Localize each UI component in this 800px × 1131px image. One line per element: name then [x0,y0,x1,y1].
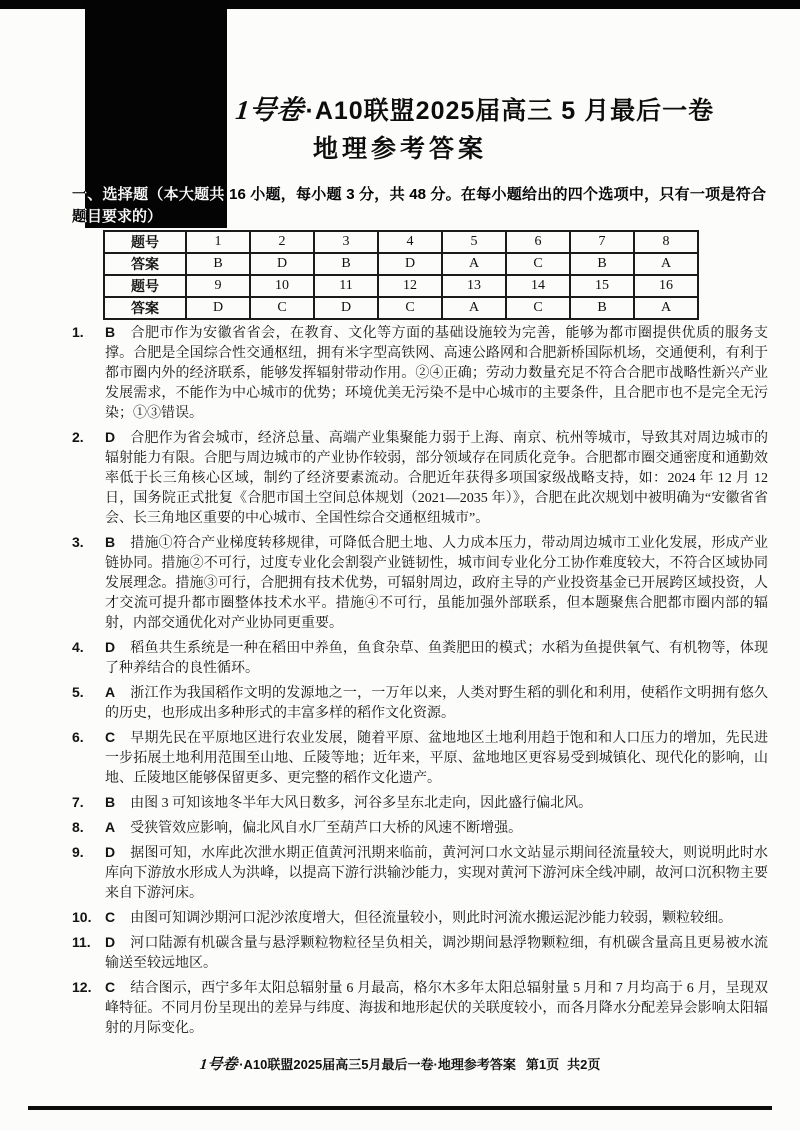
table-cell: C [378,297,442,319]
brand-logo: 1号卷 [234,95,305,125]
explanation-text: 合肥作为省会城市，经济总量、高端产业集聚能力弱于上海、南京、杭州等城市，导致其对周边城市的辐射能力有限。合肥与周边城市的产业协作较弱，部分领域存在同质化竞争。合肥都市圈交通密度和通勤效率低于长三角核心区域，制约了经济要素流动。合肥近年获得多项国家级战略支持，如：2024 年 12 月 12 日，国务院正式批复《合肥市国土空间总体规划（2021—2035 年）》，合肥在此次规划中被明确为“安徽省省会、长三角地区重要的中心城市、全国性综合交通枢纽城市”。 [105,431,768,526]
footer-brand-logo: 1号卷 [198,1057,238,1073]
explanation-answer: D [105,934,116,950]
explanation-text: 浙江作为我国稻作文明的发源地之一，一万年以来，人类对野生稻的驯化和利用，使稻作文明拥有悠久的历史，也形成出多种形式的丰富多样的稻作文化资源。 [105,686,768,721]
table-cell: B [314,253,378,275]
explanation-item [72,682,768,724]
explanation-text: 由图可知调沙期河口泥沙浓度增大，但径流量较小，则此时河流水搬运泥沙能力较弱，颗粒较细。 [130,911,733,926]
table-cell: D [314,297,378,319]
table-cell: A [442,253,506,275]
explanation-number: 7. [72,794,84,810]
table-cell: D [378,253,442,275]
scan-bottom-edge [28,1106,772,1110]
table-cell: 14 [506,275,570,297]
explanation-item [72,977,768,1039]
explanation-number: 1. [72,324,84,340]
table-cell: A [442,297,506,319]
explanation-text: 据图可知，水库此次泄水期正值黄河汛期来临前，黄河河口水文站显示期间径流量较大，则说明此时水库向下游放水形成人为洪峰，以提高下游行洪输沙能力，实现对黄河下游河床全线冲刷，故河口沉积物主要来自下游河床。 [105,846,768,901]
table-cell: 题号 [104,275,186,297]
explanation-number: 9. [72,844,84,860]
table-row [104,231,698,253]
explanation-text: 结合图示，西宁多年太阳总辐射量 6 月最高，格尔木多年太阳总辐射量 5 月和 7 月均高于 6 月，呈现双峰特征。不同月份呈现出的差异与纬度、海拔和地形起伏的关联度较小，而各月降水分配差异会影响太阳辐射的月际变化。 [105,981,768,1036]
table-cell: 7 [570,231,634,253]
table-cell: 4 [378,231,442,253]
footer-page-number: 第1页 [525,1057,560,1072]
table-cell: 5 [442,231,506,253]
explanation-number: 2. [72,429,84,445]
explanation-number: 3. [72,534,84,550]
table-cell: C [506,253,570,275]
table-cell: B [186,253,250,275]
explanation-answer: B [105,324,116,340]
table-cell: 8 [634,231,698,253]
explanation-item [72,727,768,789]
explanation-item [72,322,768,424]
table-cell: A [634,253,698,275]
explanation-text: 合肥市作为安徽省省会，在教育、文化等方面的基础设施较为完善，能够为都市圈提供优质的服务支撑。合肥是全国综合性交通枢纽，拥有米字型高铁网、高速公路网和合肥新桥国际机场，交通便利，有利于都市圈内外的经济联系，能够发挥辐射带动作用。②④正确；劳动力数量充足不符合合肥市战略性新兴产业发展需求，不能作为中心城市的优势；环境优美无污染不是中心城市的主要条件，且合肥市也不是完全无污染；①③错误。 [105,326,768,421]
explanation-item [72,792,768,814]
explanation-item [72,932,768,974]
explanation-item [72,842,768,904]
explanation-item [72,427,768,529]
table-cell: B [570,297,634,319]
table-cell: C [506,297,570,319]
footer-pages-total: 共2页 [567,1057,601,1072]
table-cell: 6 [506,231,570,253]
explanation-text: 稻鱼共生系统是一种在稻田中养鱼，鱼食杂草、鱼粪肥田的模式；水稻为鱼提供氧气、有机物等，体现了种养结合的良性循环。 [105,641,768,676]
table-row [104,297,698,319]
explanation-answer: D [105,844,116,860]
explanation-text: 措施①符合产业梯度转移规律，可降低合肥土地、人力成本压力，带动周边城市工业化发展，形成产业链协同。措施②不可行，过度专业化会割裂产业链韧性，城市间专业化分工协作难度较大，不符合区域协同发展理念。措施③可行，合肥拥有技术优势，可辐射周边，政府主导的产业投资基金已开展跨区域投资，人才交流可提升都市圈整体技术水平。措施④不可行，虽能加强外部联系，但本题聚焦合肥都市圈内部的辐射，内部交通优化对产业协同更重要。 [105,536,768,631]
explanation-number: 4. [72,639,84,655]
explanation-number: 5. [72,684,84,700]
explanation-text: 河口陆源有机碳含量与悬浮颗粒物粒径呈负相关，调沙期间悬浮物颗粒细，有机碳含量高且更易被水流输送至较远地区。 [105,936,768,971]
explanation-item [72,907,768,929]
table-cell: 9 [186,275,250,297]
table-cell: D [250,253,314,275]
explanation-item [72,637,768,679]
explanation-number: 12. [72,979,92,995]
table-cell: C [250,297,314,319]
explanation-answer: C [105,909,116,925]
explanation-text: 早期先民在平原地区进行农业发展，随着平原、盆地地区土地利用趋于饱和和人口压力的增加，先民进一步拓展土地利用范围至山地、丘陵等地；近年来，平原、盆地地区更容易受到城镇化、现代化的影响，山地、丘陵地区能够保留更多、更完整的稻作文化遗产。 [105,731,768,786]
page-title-text: ·A10联盟2025届高三 5 月最后一卷 [305,97,715,125]
explanation-answer: C [105,979,116,995]
table-cell: 1 [186,231,250,253]
table-cell: A [634,297,698,319]
table-cell: D [186,297,250,319]
table-row [104,253,698,275]
table-cell: B [570,253,634,275]
explanation-number: 11. [72,934,91,950]
explanation-answer: D [105,429,116,445]
table-cell: 15 [570,275,634,297]
explanation-answer: B [105,534,116,550]
page-footer [0,1053,800,1074]
footer-text: ·A10联盟2025届高三5月最后一卷·地理参考答案 [239,1057,516,1072]
table-cell: 答案 [104,297,186,319]
page-subtitle: 地理参考答案 [312,135,487,163]
explanation-answer: C [105,729,116,745]
explanation-item [72,817,768,839]
explanation-text: 由图 3 可知该地冬半年大风日数多，河谷多呈东北走向，因此盛行偏北风。 [130,796,593,811]
explanation-answer: A [105,684,116,700]
table-cell: 16 [634,275,698,297]
table-cell: 2 [250,231,314,253]
table-cell: 题号 [104,231,186,253]
table-cell: 12 [378,275,442,297]
explanation-answer: A [105,819,116,835]
explanation-item [72,532,768,634]
table-cell: 答案 [104,253,186,275]
table-row [104,275,698,297]
explanation-number: 8. [72,819,84,835]
explanation-number: 10. [72,909,92,925]
explanation-text: 受狭管效应影响，偏北风自水厂至葫芦口大桥的风速不断增强。 [130,821,523,836]
page-title [236,88,714,127]
table-cell: 3 [314,231,378,253]
table-cell: 10 [250,275,314,297]
section-heading: 一、选择题（本大题共 16 小题，每小题 3 分，共 48 分。在每小题给出的四个选项中，只有一项是符合题目要求的） [72,186,766,225]
explanation-answer: B [105,794,116,810]
table-cell: 11 [314,275,378,297]
table-cell: 13 [442,275,506,297]
explanation-answer: D [105,639,116,655]
explanation-number: 6. [72,729,84,745]
explanations-list [72,322,768,1042]
answer-table [103,230,699,320]
